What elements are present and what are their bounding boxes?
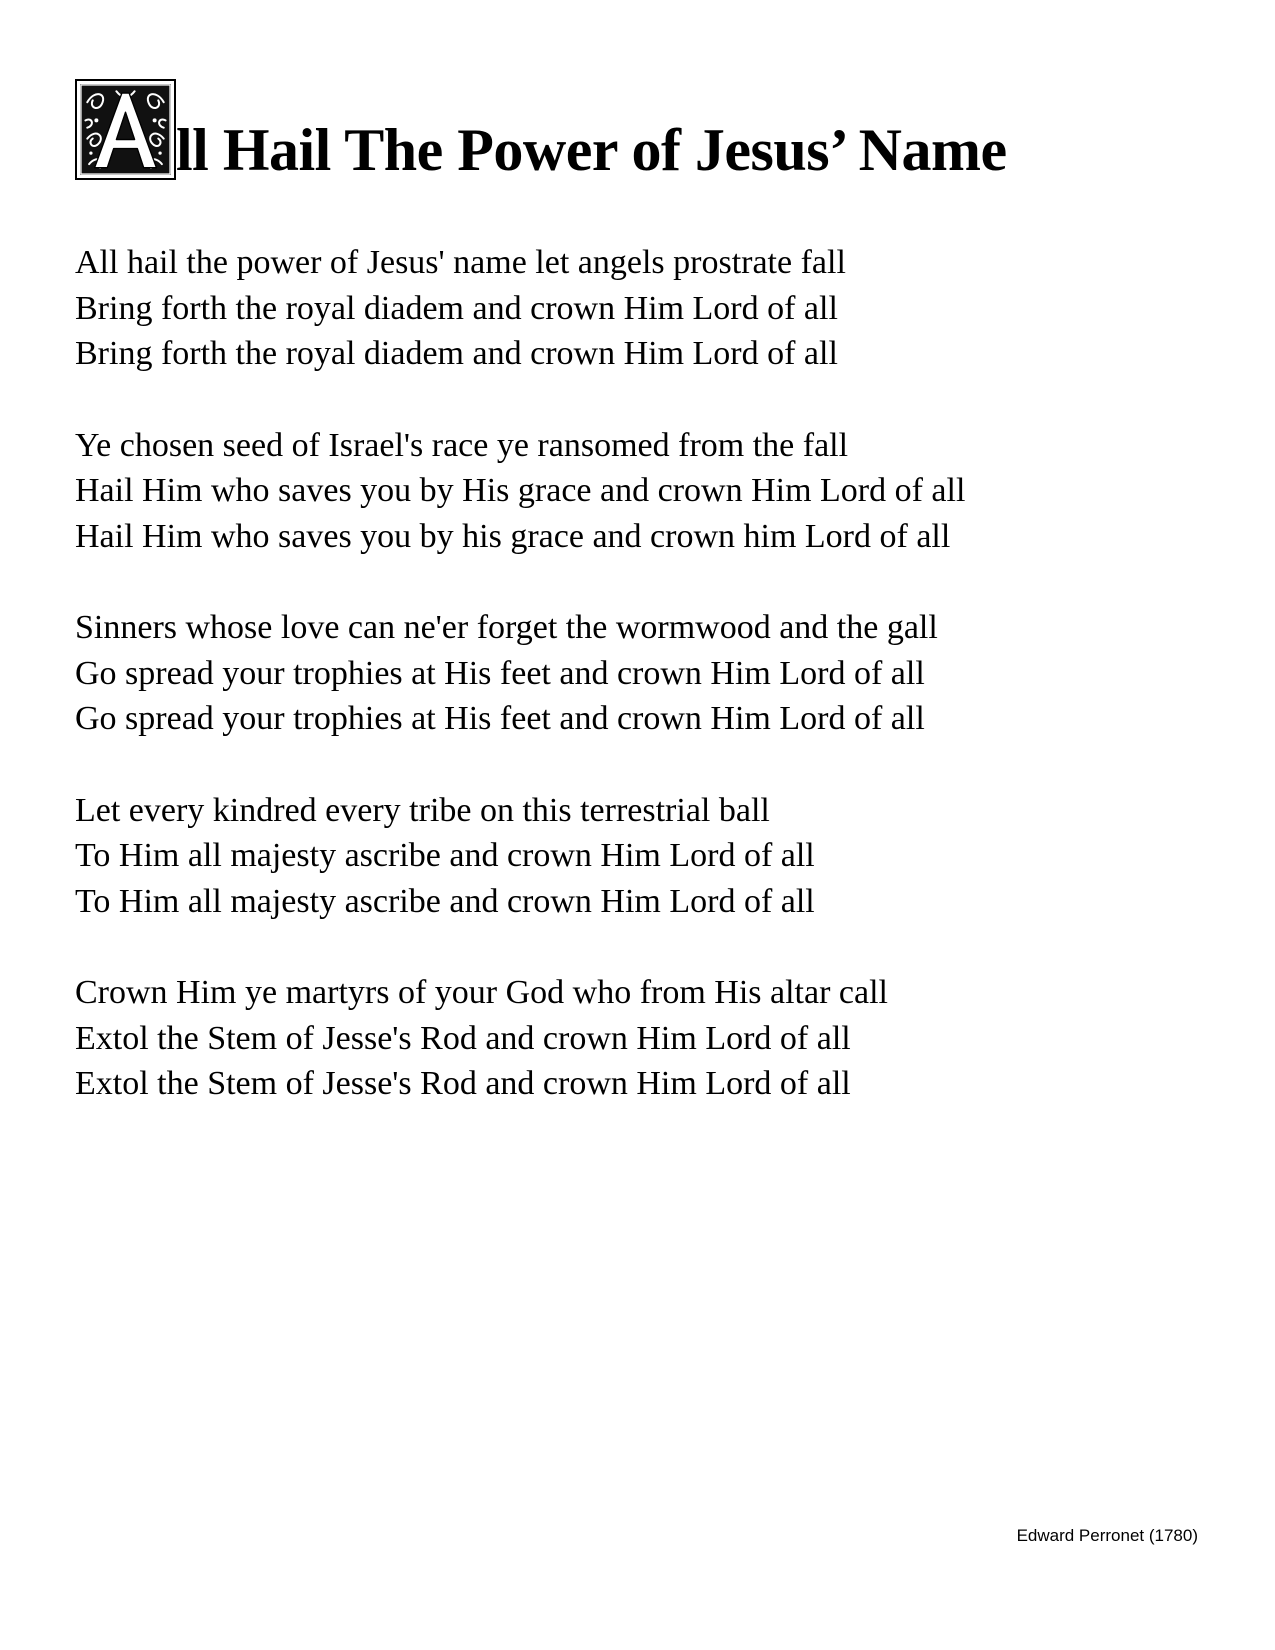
verse [75, 970, 1195, 1107]
lyric-line: Extol the Stem of Jesse's Rod and crown Him Lord of all [75, 1019, 851, 1057]
author-attribution: Edward Perronet (1780) [1016, 1526, 1198, 1545]
ornamental-initial-icon [80, 84, 171, 175]
lyric-line: To Him all majesty ascribe and crown Him Lord of all [75, 837, 815, 874]
verse [75, 240, 1195, 377]
lyrics [75, 240, 1195, 1153]
verse [75, 605, 1195, 742]
verse [75, 423, 1195, 560]
lyric-line: Bring forth the royal diadem and crown Him Lord of all [75, 289, 838, 327]
lyric-line: Hail Him who saves you by His grace and crown Him Lord of all [75, 472, 966, 509]
verse [75, 788, 1195, 925]
ornamental-dropcap [75, 79, 176, 180]
lyric-line: Sinners whose love can ne'er forget the wormwood and the gall [75, 609, 938, 646]
lyric-line: Go spread your trophies at His feet and crown Him Lord of all [75, 700, 925, 737]
lyric-line: Ye chosen seed of Israel's race ye ransomed from the fall [75, 426, 849, 464]
lyric-line: All hail the power of Jesus' name let angels prostrate fall [75, 244, 846, 281]
lyric-line: Hail Him who saves you by his grace and crown him Lord of all [75, 517, 951, 555]
lyric-line: Go spread your trophies at His feet and crown Him Lord of all [75, 654, 925, 692]
lyric-line: Bring forth the royal diadem and crown Him Lord of all [75, 335, 838, 372]
lyric-line: Crown Him ye martyrs of your God who from His altar call [75, 974, 888, 1011]
lyric-line: Extol the Stem of Jesse's Rod and crown Him Lord of all [75, 1065, 851, 1102]
title-text: ll Hail The Power of Jesus’ Name [176, 117, 1007, 183]
page-title [75, 76, 1007, 183]
lyric-line: Let every kindred every tribe on this terrestrial ball [75, 791, 770, 829]
lyric-line: To Him all majesty ascribe and crown Him Lord of all [75, 882, 815, 920]
